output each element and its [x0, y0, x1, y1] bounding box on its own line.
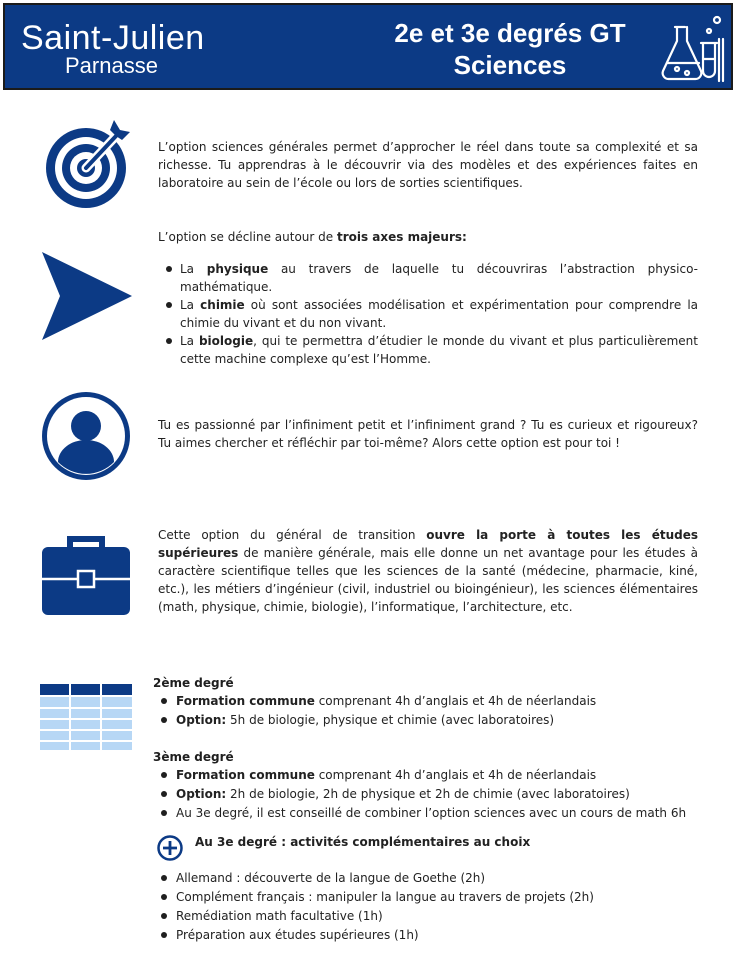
- list-item: Préparation aux études supérieures (1h): [153, 926, 713, 945]
- page-header: [3, 3, 733, 90]
- career-text: [158, 526, 698, 616]
- deg2-title: 2ème degré: [153, 676, 234, 690]
- list-item: La chimie où sont associées modélisation et expérimentation pour comprendre la chimie du vivant et du non vivant.: [158, 296, 698, 332]
- page-title: [365, 17, 655, 81]
- school-name: Saint-Julien: [21, 19, 205, 57]
- axes-list: [158, 260, 698, 368]
- list-item: Remédiation math facultative (1h): [153, 907, 713, 926]
- axes-intro-text: L’option se décline autour de: [158, 230, 337, 244]
- extra-header: [153, 831, 713, 861]
- goal-text: L’option sciences générales permet d’approcher le réel dans toute sa complexité et sa richesse. Tu apprendras à le découvrir via des modèles et des expériences faites en laboratoire au sein de l’école ou lors de sorties scientifiques.: [158, 140, 698, 190]
- career-prefix: Cette option du général de transition: [158, 528, 427, 542]
- plus-circle-icon: [157, 835, 183, 861]
- list-item: Complément français : manipuler la langue au travers de projets (2h): [153, 888, 713, 907]
- deg2-list: [153, 692, 713, 730]
- schedule-block: [153, 674, 713, 945]
- arrow-pointer-icon: [40, 248, 132, 340]
- career-rest: de manière générale, mais elle donne un net avantage pour les études à caractère scientifique telles que les sciences de la santé (médecine, pharmacie, kiné, etc.), les métiers d’ingénieur (civil, industriel ou bioingénieur), les sciences élémentaires (math, physique, chimie, biologie), l’informatique, l’architecture, etc.: [158, 546, 698, 614]
- list-item: Formation commune comprenant 4h d’anglais et 4h de néerlandais: [153, 766, 713, 785]
- user-icon: [40, 390, 132, 482]
- target-icon: [40, 118, 132, 210]
- list-item: Option: 2h de biologie, 2h de physique et 2h de chimie (avec laboratoires): [153, 785, 713, 804]
- extra-title: Au 3e degré : activités complémentaires au choix: [195, 835, 531, 849]
- flask-icon: [657, 13, 729, 87]
- list-item: La biologie, qui te permettra d’étudier le monde du vivant et plus particulièrement cette machine complexe qu’est l’Homme.: [158, 332, 698, 368]
- axes-intro-bold: trois axes majeurs:: [336, 230, 467, 244]
- axes-intro: [158, 228, 698, 246]
- deg3-list: [153, 766, 713, 823]
- list-item: Formation commune comprenant 4h d’anglais et 4h de néerlandais: [153, 692, 713, 711]
- list-item: Option: 5h de biologie, physique et chimie (avec laboratoires): [153, 711, 713, 730]
- briefcase-icon: [40, 530, 132, 622]
- list-item: Au 3e degré, il est conseillé de combiner l’option sciences avec un cours de math 6h: [153, 804, 713, 823]
- career-bold: ouvre la porte à toutes les études supérieures: [158, 528, 698, 560]
- list-item: Allemand : découverte de la langue de Goethe (2h): [153, 869, 713, 888]
- profile-text: Tu es passionné par l’infiniment petit et l’infiniment grand ? Tu es curieux et rigoureux? Tu aimes chercher et réfléchir par toi-même? Alors cette option est pour toi !: [158, 418, 698, 450]
- axes-block: [158, 228, 698, 368]
- table-icon: [40, 684, 132, 750]
- list-item: La physique au travers de laquelle tu découvriras l’abstraction physico-mathématique.: [158, 260, 698, 296]
- title-line-2: Sciences: [453, 50, 567, 80]
- deg3-title: 3ème degré: [153, 750, 234, 764]
- school-subtitle: Parnasse: [65, 53, 158, 78]
- title-line-1: 2e et 3e degrés GT: [394, 18, 626, 48]
- extra-list: [153, 869, 713, 945]
